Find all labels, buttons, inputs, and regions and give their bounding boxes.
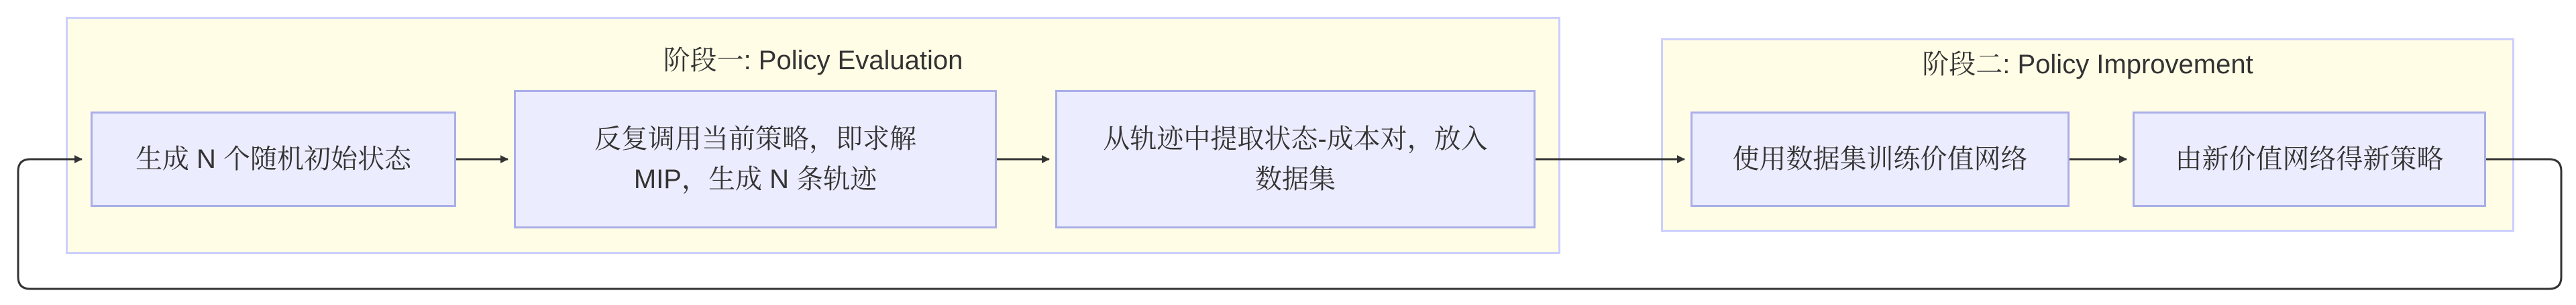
node-label: 生成 N 个随机初始状态	[135, 144, 412, 174]
node-label: 从轨迹中提取状态-成本对，放入 数据集	[1103, 124, 1488, 194]
node-label: 使用数据集训练价值网络	[1732, 144, 2028, 174]
node-generate-initial-states	[91, 112, 456, 207]
stage-title-policy-evaluation: 阶段一: Policy Evaluation	[663, 46, 963, 75]
node-extract-dataset	[1055, 90, 1536, 228]
stage-title-policy-improvement: 阶段二: Policy Improvement	[1922, 50, 2253, 79]
node-train-value-network	[1690, 112, 2070, 207]
node-label: 由新价值网络得新策略	[2175, 144, 2444, 174]
node-generate-trajectories	[514, 90, 997, 228]
node-new-policy	[2133, 112, 2486, 207]
node-label: 反复调用当前策略，即求解 MIP，生成 N 条轨迹	[594, 124, 916, 194]
